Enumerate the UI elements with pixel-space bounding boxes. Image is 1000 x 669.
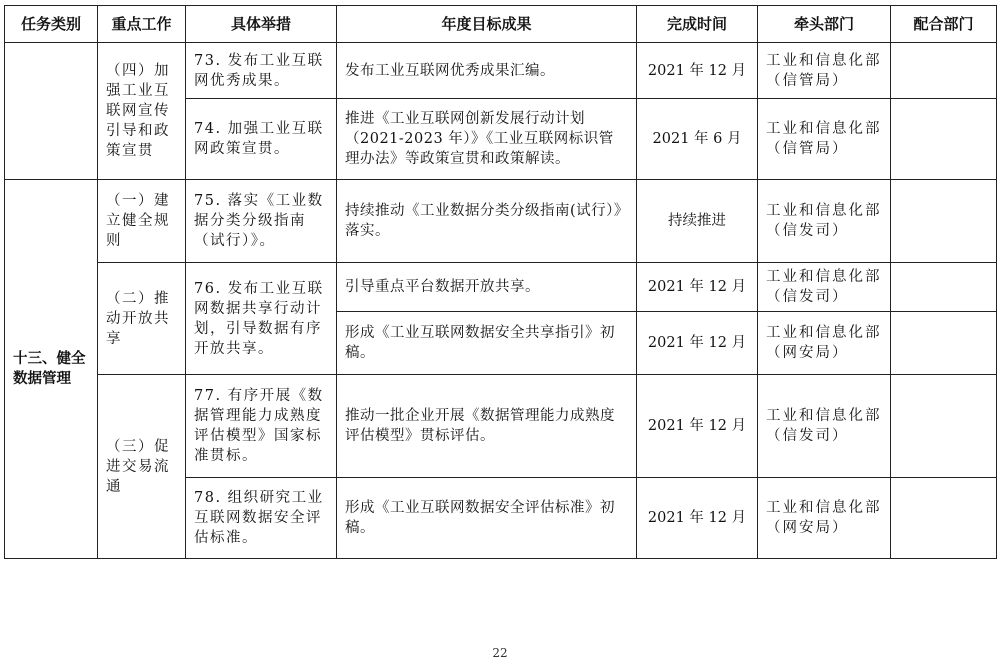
lead-dept-cell: 工业和信息化部（网安局） (758, 312, 891, 375)
plan-table (4, 5, 997, 559)
lead-dept-cell: 工业和信息化部（信管局） (758, 43, 891, 99)
key-work-cell: （一）建立健全规则 (98, 180, 186, 263)
coop-dept-cell (891, 99, 997, 180)
table-row (5, 43, 997, 99)
header-lead-dept: 牵头部门 (758, 6, 891, 43)
coop-dept-cell (891, 478, 997, 559)
goal-cell: 引导重点平台数据开放共享。 (337, 263, 637, 312)
lead-dept-cell: 工业和信息化部（信发司） (758, 180, 891, 263)
header-category: 任务类别 (5, 6, 98, 43)
table-row (5, 375, 997, 478)
time-cell: 2021 年 12 月 (637, 478, 758, 559)
measure-cell: 73. 发布工业互联网优秀成果。 (186, 43, 337, 99)
key-work-cell: （三）促进交易流通 (98, 375, 186, 559)
table-row (5, 180, 997, 263)
header-row (5, 6, 997, 43)
time-cell: 2021 年 12 月 (637, 43, 758, 99)
header-time: 完成时间 (637, 6, 758, 43)
coop-dept-cell (891, 263, 997, 312)
time-cell: 2021 年 12 月 (637, 312, 758, 375)
measure-cell: 75. 落实《工业数据分类分级指南（试行）》。 (186, 180, 337, 263)
header-measure: 具体举措 (186, 6, 337, 43)
time-cell: 2021 年 12 月 (637, 375, 758, 478)
key-work-cell: （二）推动开放共享 (98, 263, 186, 375)
measure-cell: 77. 有序开展《数据管理能力成熟度评估模型》国家标准贯标。 (186, 375, 337, 478)
category-cell: 十三、健全数据管理 (5, 180, 98, 559)
goal-cell: 形成《工业互联网数据安全共享指引》初稿。 (337, 312, 637, 375)
header-key-work: 重点工作 (98, 6, 186, 43)
goal-cell: 推动一批企业开展《数据管理能力成熟度评估模型》贯标评估。 (337, 375, 637, 478)
goal-cell: 发布工业互联网优秀成果汇编。 (337, 43, 637, 99)
goal-cell: 推进《工业互联网创新发展行动计划（2021-2023 年）》《工业互联网标识管理办法》等政策宣贯和政策解读。 (337, 99, 637, 180)
coop-dept-cell (891, 375, 997, 478)
lead-dept-cell: 工业和信息化部（网安局） (758, 478, 891, 559)
measure-cell: 76. 发布工业互联网数据共享行动计划，引导数据有序开放共享。 (186, 263, 337, 375)
category-cell (5, 43, 98, 180)
lead-dept-cell: 工业和信息化部（信发司） (758, 263, 891, 312)
header-goal: 年度目标成果 (337, 6, 637, 43)
goal-cell: 形成《工业互联网数据安全评估标准》初稿。 (337, 478, 637, 559)
coop-dept-cell (891, 312, 997, 375)
key-work-cell: （四）加强工业互联网宣传引导和政策宣贯 (98, 43, 186, 180)
measure-cell: 78. 组织研究工业互联网数据安全评估标准。 (186, 478, 337, 559)
header-coop-dept: 配合部门 (891, 6, 997, 43)
time-cell: 2021 年 12 月 (637, 263, 758, 312)
time-cell: 持续推进 (637, 180, 758, 263)
time-cell: 2021 年 6 月 (637, 99, 758, 180)
lead-dept-cell: 工业和信息化部（信管局） (758, 99, 891, 180)
coop-dept-cell (891, 180, 997, 263)
lead-dept-cell: 工业和信息化部（信发司） (758, 375, 891, 478)
measure-cell: 74. 加强工业互联网政策宣贯。 (186, 99, 337, 180)
page-number: 22 (492, 646, 508, 660)
table-row (5, 263, 997, 312)
goal-cell: 持续推动《工业数据分类分级指南(试行）》落实。 (337, 180, 637, 263)
coop-dept-cell (891, 43, 997, 99)
